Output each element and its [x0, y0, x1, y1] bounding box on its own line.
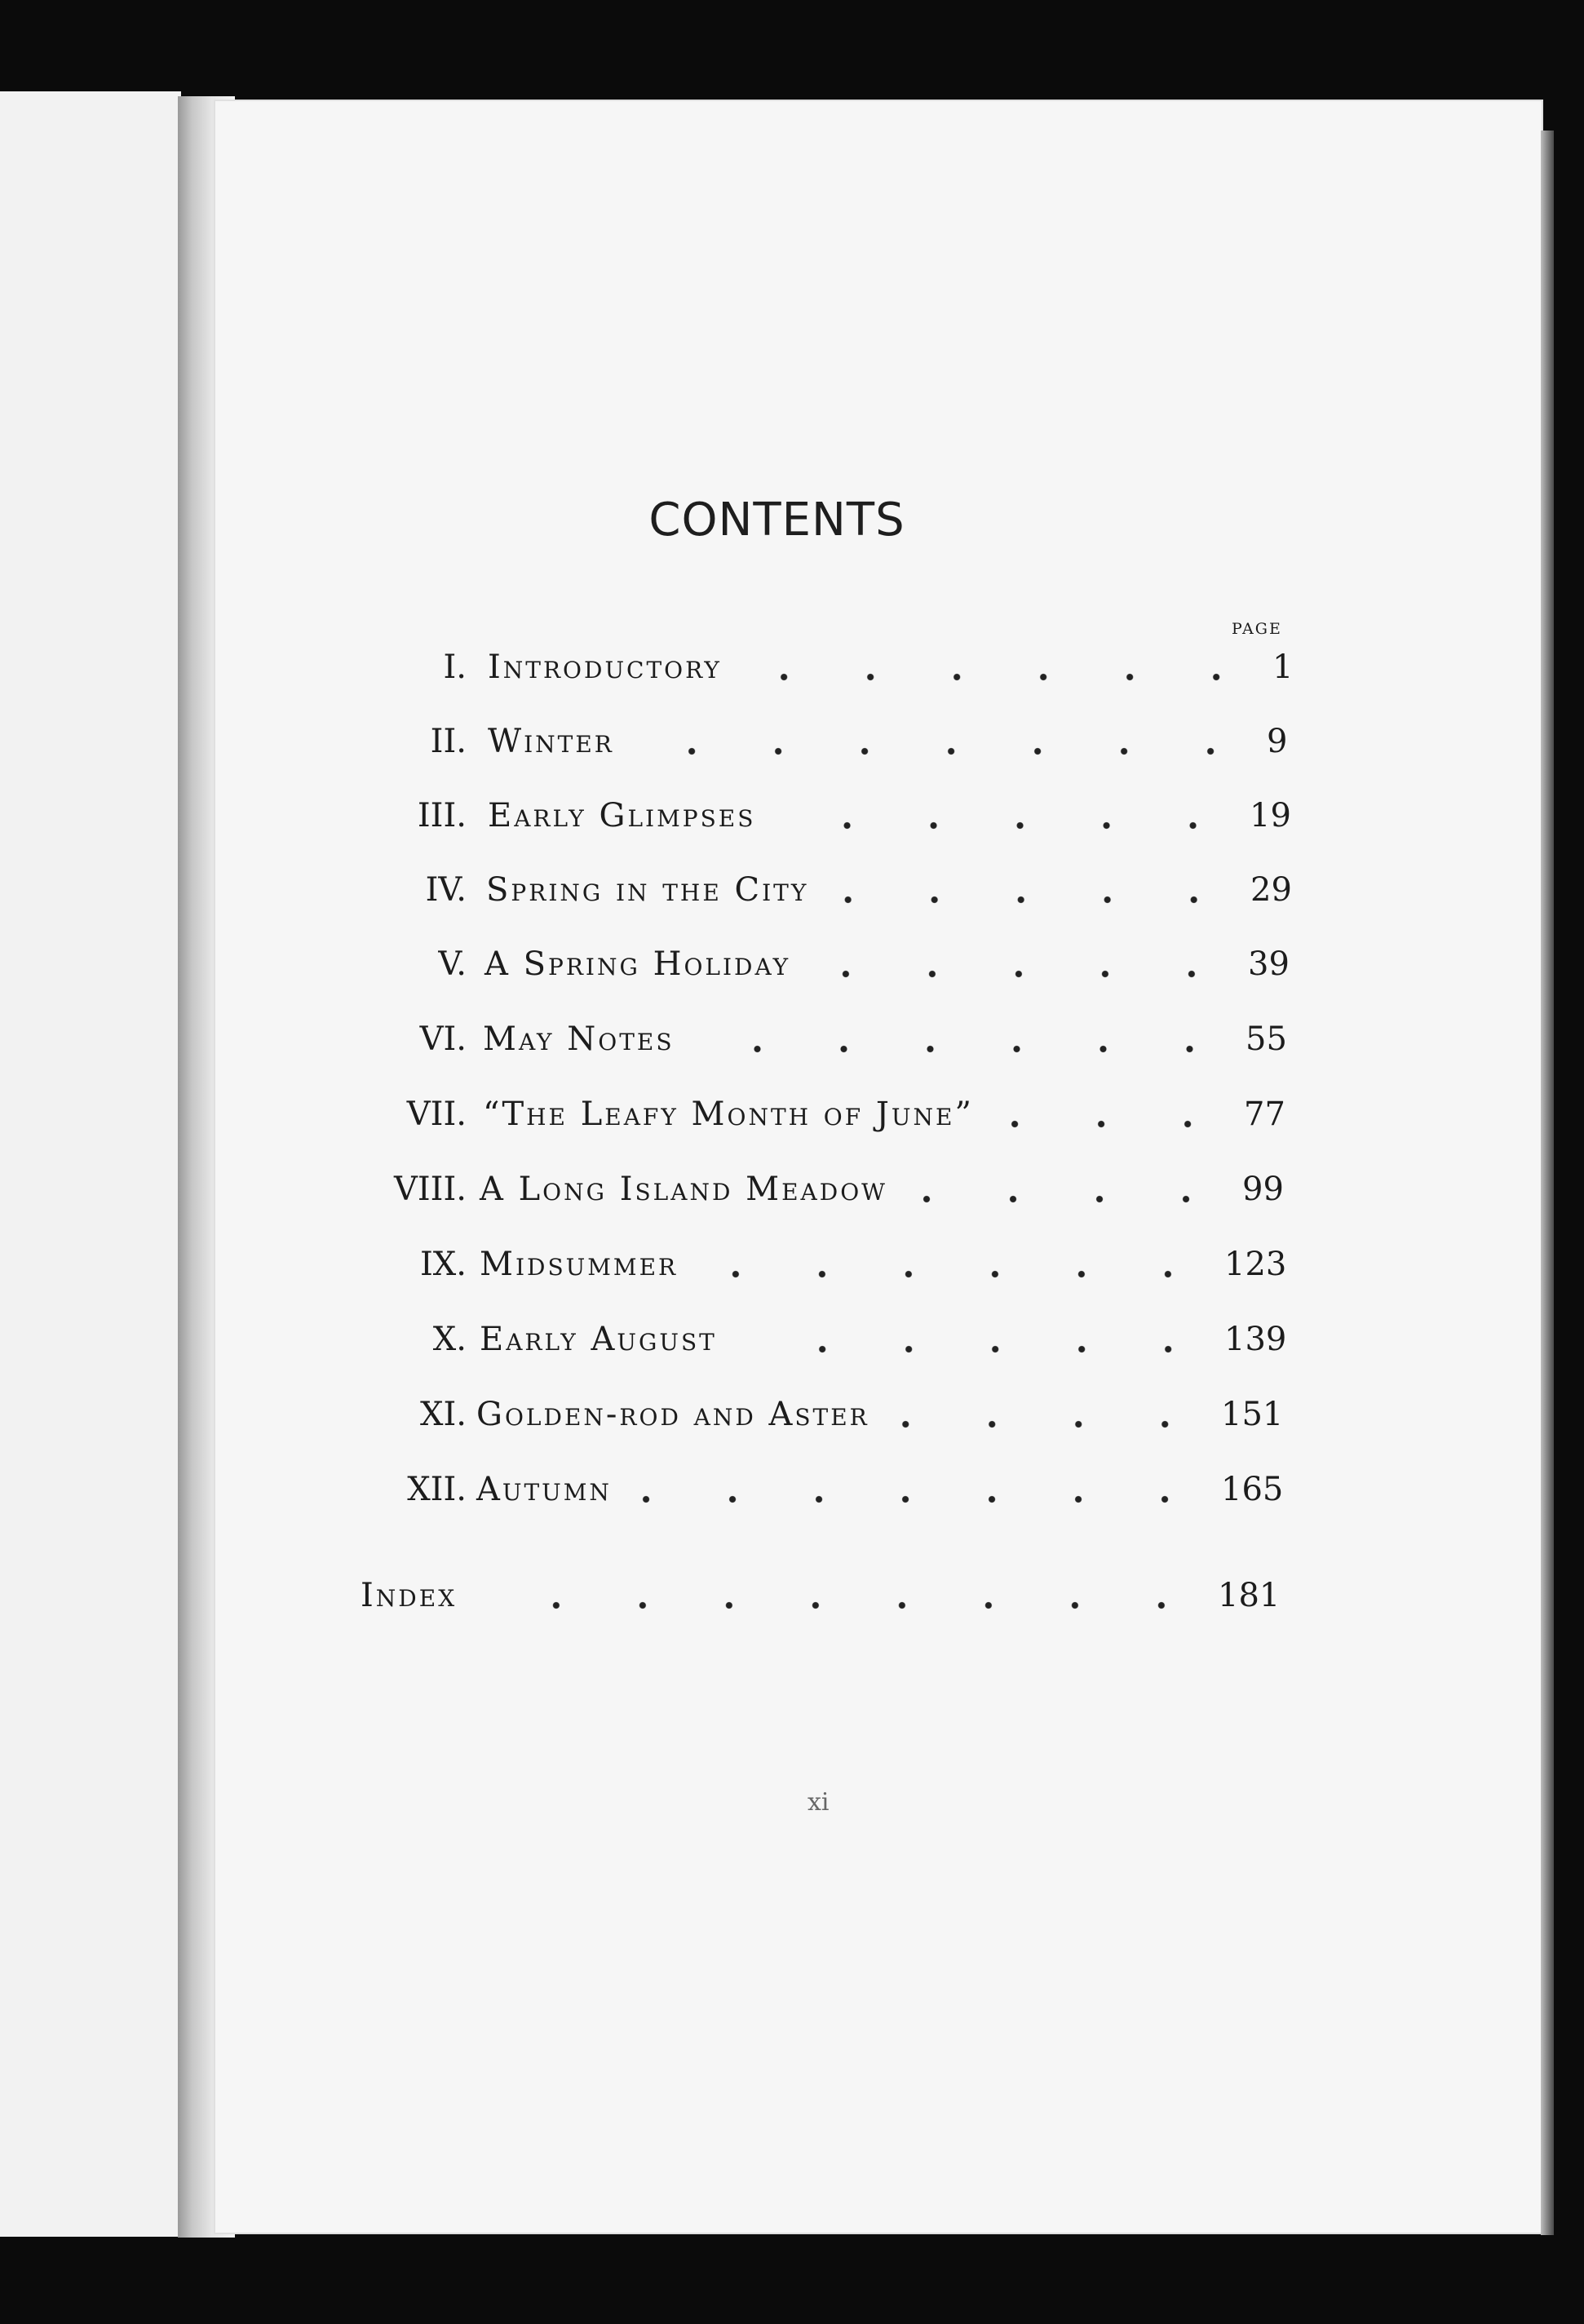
dot-leader [912, 1165, 1229, 1214]
chapter-title: Introductory [488, 649, 722, 686]
chapter-number: X. [432, 1321, 467, 1358]
page-column-heading: PAGE [1232, 620, 1282, 638]
chapter-number: VI. [419, 1020, 467, 1058]
chapter-number: I. [443, 649, 467, 686]
dot-leader [998, 1090, 1231, 1139]
chapter-title: Spring in the City [486, 871, 809, 909]
chapter-number: II. [430, 723, 467, 760]
chapter-number: III. [417, 797, 467, 834]
chapter-title: May Notes [483, 1020, 675, 1058]
chapter-page-number: 99 [1242, 1171, 1284, 1208]
chapter-page-number: 19 [1250, 797, 1291, 834]
chapter-title: Autumn [476, 1471, 612, 1508]
chapter-title: “The Leafy Month of June” [483, 1096, 974, 1133]
chapter-page-number: 139 [1224, 1321, 1287, 1358]
chapter-number: IX. [420, 1246, 467, 1283]
toc-entry [0, 1465, 1584, 1514]
dot-leader [815, 940, 1235, 989]
chapter-title: A Spring Holiday [484, 945, 791, 983]
index-entry [0, 1571, 1584, 1620]
dot-leader [481, 1571, 1205, 1620]
chapter-page-number: 151 [1221, 1396, 1284, 1433]
toc-entry [0, 1240, 1584, 1289]
chapter-page-number: 39 [1248, 945, 1290, 983]
chapter-page-number: 55 [1246, 1020, 1287, 1058]
dot-leader [639, 717, 1254, 766]
chapter-number: IV. [425, 871, 467, 909]
dot-leader [699, 1015, 1233, 1064]
dot-leader [833, 865, 1237, 914]
index-page-number: 181 [1218, 1577, 1281, 1614]
page-folio: xi [807, 1788, 830, 1817]
page-title: CONTENTS [648, 494, 905, 547]
toc-entry [0, 1165, 1584, 1214]
chapter-title: A Long Island Meadow [480, 1171, 887, 1208]
chapter-title: Early August [480, 1321, 717, 1358]
dot-leader [741, 1315, 1211, 1364]
dot-leader [702, 1240, 1211, 1289]
toc-entry [0, 940, 1584, 989]
left-page-edge [0, 91, 181, 2237]
chapter-number: V. [438, 945, 467, 983]
dot-leader [780, 791, 1237, 840]
chapter-page-number: 123 [1224, 1246, 1287, 1283]
toc-entry [0, 791, 1584, 840]
toc-entry [0, 1090, 1584, 1139]
chapter-number: VIII. [393, 1171, 467, 1208]
dot-leader [894, 1390, 1208, 1439]
chapter-number: XI. [420, 1396, 467, 1433]
chapter-page-number: 1 [1272, 649, 1294, 686]
dot-leader [746, 643, 1259, 692]
toc-entry [0, 717, 1584, 766]
index-title: Index [361, 1577, 458, 1614]
chapter-page-number: 165 [1221, 1471, 1284, 1508]
toc-entry [0, 865, 1584, 914]
chapter-page-number: 9 [1267, 723, 1288, 760]
toc-entry [0, 643, 1584, 692]
chapter-title: Early Glimpses [488, 797, 756, 834]
chapter-title: Winter [488, 723, 614, 760]
chapter-title: Golden-rod and Aster [476, 1396, 869, 1433]
dot-leader [636, 1465, 1208, 1514]
chapter-number: XII. [407, 1471, 467, 1508]
chapter-page-number: 77 [1244, 1096, 1285, 1133]
chapter-title: Midsummer [480, 1246, 679, 1283]
toc-entry [0, 1315, 1584, 1364]
chapter-number: VII. [406, 1096, 467, 1133]
chapter-page-number: 29 [1250, 871, 1292, 909]
toc-entry [0, 1015, 1584, 1064]
toc-entry [0, 1390, 1584, 1439]
